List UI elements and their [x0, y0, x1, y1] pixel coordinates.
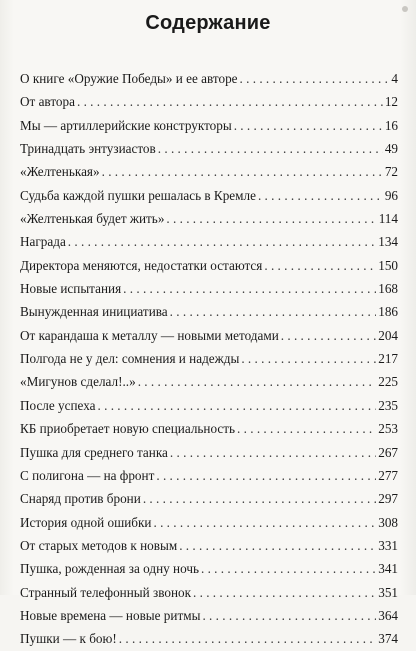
toc-entry[interactable] — [20, 300, 398, 323]
toc-entry-title: С полигона — на фронт — [20, 467, 155, 483]
page-title: Содержание — [145, 12, 271, 34]
toc-entry-title: Полгода не у дел: сомнения и надежды — [20, 351, 240, 367]
toc-entry[interactable] — [20, 207, 398, 230]
toc-entry-page: 134 — [378, 234, 398, 250]
toc-entry[interactable] — [20, 230, 398, 253]
toc-dot-leader — [241, 347, 376, 370]
toc-entry-page: 72 — [384, 164, 398, 180]
table-of-contents — [20, 67, 398, 651]
toc-dot-leader — [258, 184, 383, 207]
toc-entry-title: «Мигунов сделал!..» — [20, 374, 136, 390]
toc-entry-page: 297 — [378, 491, 398, 507]
toc-entry-title: Судьба каждой пушки решалась в Кремле — [20, 187, 256, 203]
toc-entry[interactable] — [20, 67, 398, 90]
toc-entry-title: Новые испытания — [20, 281, 122, 297]
toc-entry-title: Пушки — к бою! — [20, 631, 117, 647]
toc-entry-title: «Желтенькая будет жить» — [20, 211, 165, 227]
toc-entry-title: От старых методов к новым — [20, 537, 178, 553]
toc-entry[interactable] — [20, 90, 398, 113]
toc-dot-leader — [234, 114, 383, 137]
toc-entry[interactable] — [20, 441, 398, 464]
toc-dot-leader — [158, 137, 383, 160]
toc-dot-leader — [237, 417, 376, 440]
toc-dot-leader — [156, 464, 376, 487]
toc-dot-leader — [170, 300, 377, 323]
toc-entry-page: 4 — [391, 71, 398, 86]
toc-entry-page: 12 — [384, 94, 398, 110]
toc-entry[interactable] — [20, 184, 398, 207]
toc-entry-page: 364 — [378, 607, 398, 623]
toc-entry-title: Тринадцать энтузиастов — [20, 141, 156, 157]
toc-entry[interactable] — [20, 581, 398, 604]
toc-dot-leader — [143, 487, 376, 510]
toc-entry-page: 235 — [378, 397, 398, 413]
toc-dot-leader — [98, 394, 377, 417]
toc-entry-title: Мы — артиллерийские конструкторы — [20, 117, 232, 133]
toc-entry-page: 331 — [378, 537, 398, 553]
toc-entry-title: История одной ошибки — [20, 514, 152, 530]
toc-entry[interactable] — [20, 160, 398, 183]
toc-entry-title: Пушка, рожденная за одну ночь — [20, 561, 199, 577]
toc-dot-leader — [153, 511, 376, 534]
toc-entry-page: 277 — [378, 467, 398, 483]
toc-dot-leader — [264, 254, 376, 277]
toc-entry[interactable] — [20, 534, 398, 557]
toc-entry-title: Странный телефонный звонок — [20, 584, 191, 600]
toc-entry[interactable] — [20, 137, 398, 160]
toc-entry-page: 341 — [378, 561, 398, 577]
toc-entry-title: Вынужденная инициатива — [20, 304, 168, 320]
toc-dot-leader — [201, 557, 376, 580]
toc-entry[interactable] — [20, 254, 398, 277]
toc-entry[interactable] — [20, 417, 398, 440]
toc-entry-page: 351 — [378, 584, 398, 600]
toc-entry-page: 225 — [378, 374, 398, 390]
toc-entry-page: 374 — [378, 631, 398, 647]
toc-entry-page: 96 — [384, 187, 398, 203]
toc-dot-leader — [170, 441, 376, 464]
toc-entry-page: 168 — [378, 281, 398, 297]
toc-dot-leader — [68, 230, 376, 253]
toc-entry-title: Снаряд против брони — [20, 491, 141, 507]
toc-dot-leader — [138, 370, 377, 393]
toc-dot-leader — [77, 90, 383, 113]
toc-entry-page: 150 — [378, 257, 398, 273]
toc-entry-page: 308 — [378, 514, 398, 530]
toc-entry[interactable] — [20, 604, 398, 627]
toc-dot-leader — [166, 207, 376, 230]
toc-entry-page: 267 — [378, 444, 398, 460]
toc-entry[interactable] — [20, 324, 398, 347]
toc-entry-title: О книге «Оружие Победы» и ее авторе — [20, 71, 238, 86]
toc-entry-title: Награда — [20, 234, 66, 250]
toc-entry-page: 253 — [378, 421, 398, 437]
toc-entry[interactable] — [20, 627, 398, 650]
toc-entry[interactable] — [20, 511, 398, 534]
toc-entry-page: 186 — [378, 304, 398, 320]
toc-entry-title: От автора — [20, 94, 75, 110]
toc-dot-leader — [202, 604, 376, 627]
toc-entry[interactable] — [20, 370, 398, 393]
toc-entry-title: Новые времена — новые ритмы — [20, 607, 201, 623]
toc-dot-leader — [102, 160, 383, 183]
toc-entry-page: 49 — [384, 141, 398, 157]
toc-entry[interactable] — [20, 277, 398, 300]
toc-dot-leader — [240, 67, 390, 90]
toc-entry-page: 217 — [378, 351, 398, 367]
toc-dot-leader — [119, 627, 376, 650]
toc-entry[interactable] — [20, 347, 398, 370]
toc-entry[interactable] — [20, 394, 398, 417]
toc-entry-page: 16 — [384, 117, 398, 133]
toc-entry-title: Директора меняются, недостатки остаются — [20, 257, 263, 273]
toc-entry[interactable] — [20, 557, 398, 580]
toc-dot-leader — [179, 534, 376, 557]
toc-entry-title: «Желтенькая» — [20, 164, 100, 180]
toc-entry-title: Пушка для среднего танка — [20, 444, 168, 460]
toc-entry[interactable] — [20, 114, 398, 137]
toc-entry[interactable] — [20, 464, 398, 487]
toc-dot-leader — [123, 277, 376, 300]
toc-entry-page: 204 — [378, 327, 398, 343]
toc-dot-leader — [193, 581, 376, 604]
toc-entry[interactable] — [20, 487, 398, 510]
toc-entry-title: КБ приобретает новую специальность — [20, 421, 236, 437]
toc-dot-leader — [281, 324, 376, 347]
toc-entry-page: 114 — [378, 211, 398, 227]
toc-entry-title: После успеха — [20, 397, 96, 413]
toc-entry-title: От карандаша к металлу — новыми методами — [20, 327, 279, 343]
